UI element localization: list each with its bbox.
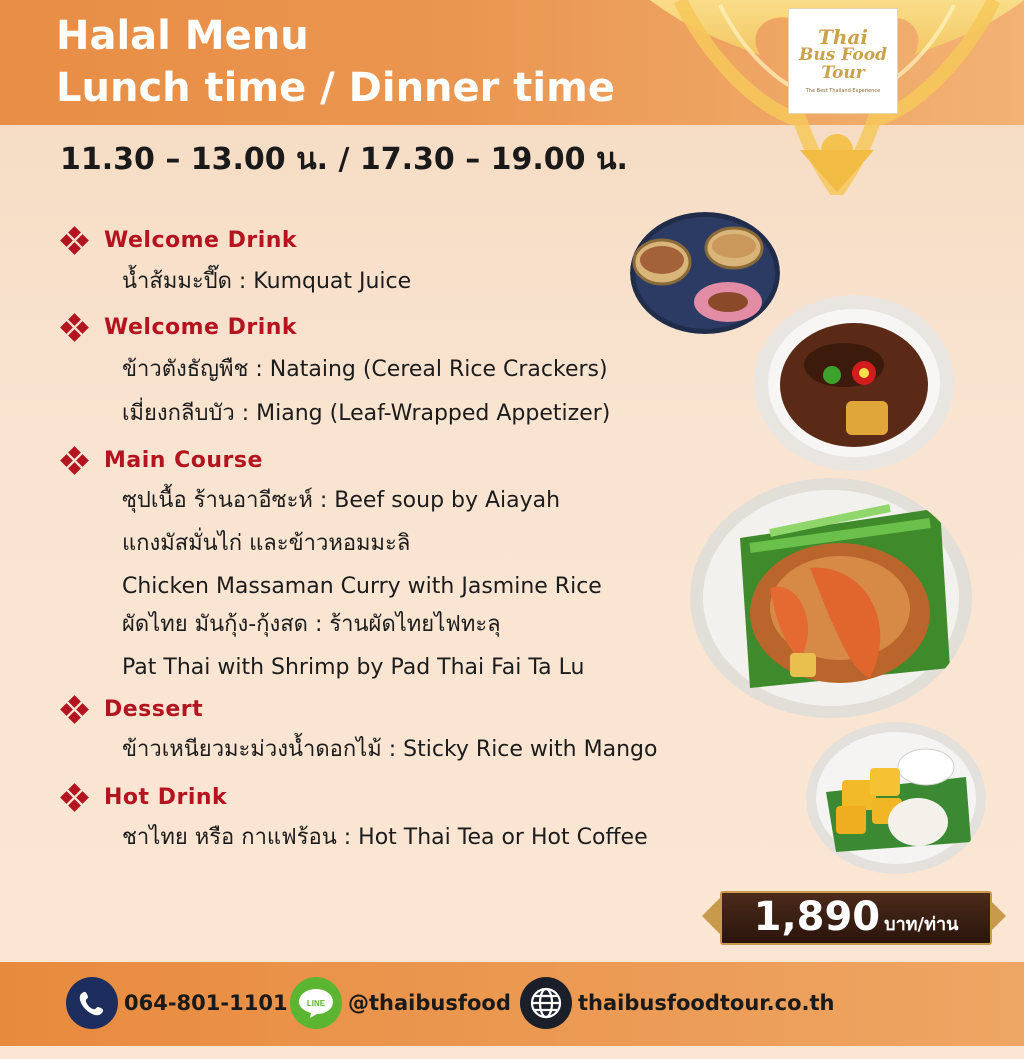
- menu-section-hot-drink: [62, 783, 227, 813]
- section-title: Hot Drink: [104, 785, 228, 810]
- phone-icon: [66, 977, 118, 1029]
- section-title: Main Course: [104, 448, 263, 473]
- menu-item: ชาไทย หรือ กาแฟร้อน : Hot Thai Tea or Hot Coffee: [122, 825, 648, 850]
- line-handle: @thaibusfood: [348, 991, 511, 1015]
- menu-item: แกงมัสมั่นไก่ และข้าวหอมมะลิ: [122, 531, 411, 556]
- phone-contact[interactable]: [66, 977, 288, 1029]
- website-url: thaibusfoodtour.co.th: [578, 991, 835, 1015]
- menu-item: ผัดไทย มันกุ้ง-กุ้งสด : ร้านผัดไทยไฟทะลุ: [122, 612, 501, 637]
- menu-item: ข้าวเหนียวมะม่วงน้ำดอกไม้ : Sticky Rice with Mango: [122, 737, 658, 762]
- diamond-bullet-icon: [62, 697, 88, 723]
- line-app-icon: [290, 977, 342, 1029]
- phone-number: 064-801-1101: [124, 991, 288, 1015]
- appetizer-photo: [630, 212, 780, 334]
- diamond-bullet-icon: [62, 315, 88, 341]
- diamond-bullet-icon: [62, 228, 88, 254]
- menu-item: Chicken Massaman Curry with Jasmine Rice: [122, 574, 602, 599]
- section-title: Dessert: [104, 697, 204, 722]
- diamond-bullet-icon: [62, 448, 88, 474]
- title-line-1: Halal Menu: [56, 13, 309, 59]
- menu-section-welcome-drink: [62, 226, 297, 256]
- diamond-bullet-icon: [62, 785, 88, 811]
- website-contact[interactable]: [520, 977, 834, 1029]
- menu-item: ซุปเนื้อ ร้านอาอีซะห์ : Beef soup by Aiayah: [122, 488, 561, 513]
- page-title: [56, 10, 615, 114]
- logo-text-3: Tour: [821, 63, 865, 83]
- price-tag-left-tip: [702, 898, 720, 934]
- price-unit: บาท/ท่าน: [884, 914, 959, 935]
- section-title: Welcome Drink: [104, 228, 298, 253]
- menu-section-main-course: [62, 446, 263, 476]
- line-badge-text: LINE: [306, 999, 326, 1008]
- pad-thai-photo: [690, 478, 972, 718]
- menu-section-welcome-snack: [62, 313, 297, 343]
- section-title: Welcome Drink: [104, 315, 298, 340]
- line-contact[interactable]: [290, 977, 511, 1029]
- price-tag: [698, 887, 1010, 945]
- brand-logo: [788, 8, 898, 114]
- beef-soup-photo: [754, 295, 954, 471]
- menu-item: น้ำส้มมะปี๊ด : Kumquat Juice: [122, 269, 412, 294]
- title-line-2: Lunch time / Dinner time: [56, 65, 615, 111]
- service-hours: 11.30 – 13.00 น. / 17.30 – 19.00 น.: [60, 142, 628, 177]
- logo-text-2: Bus Food: [799, 45, 887, 65]
- menu-item: Pat Thai with Shrimp by Pad Thai Fai Ta Lu: [122, 655, 585, 680]
- logo-tagline: The Best Thailand Experience: [805, 88, 881, 94]
- price-amount: 1,890: [753, 894, 881, 940]
- logo-text-1: Thai: [818, 25, 868, 49]
- price-panel: [720, 891, 992, 945]
- menu-item: เมี่ยงกลีบบัว : Miang (Leaf-Wrapped Appetizer): [122, 401, 611, 426]
- mango-sticky-rice-photo: [806, 722, 986, 874]
- globe-icon: [520, 977, 572, 1029]
- menu-section-dessert: [62, 695, 203, 725]
- menu-item: ข้าวตังธัญพืช : Nataing (Cereal Rice Crackers): [122, 357, 608, 382]
